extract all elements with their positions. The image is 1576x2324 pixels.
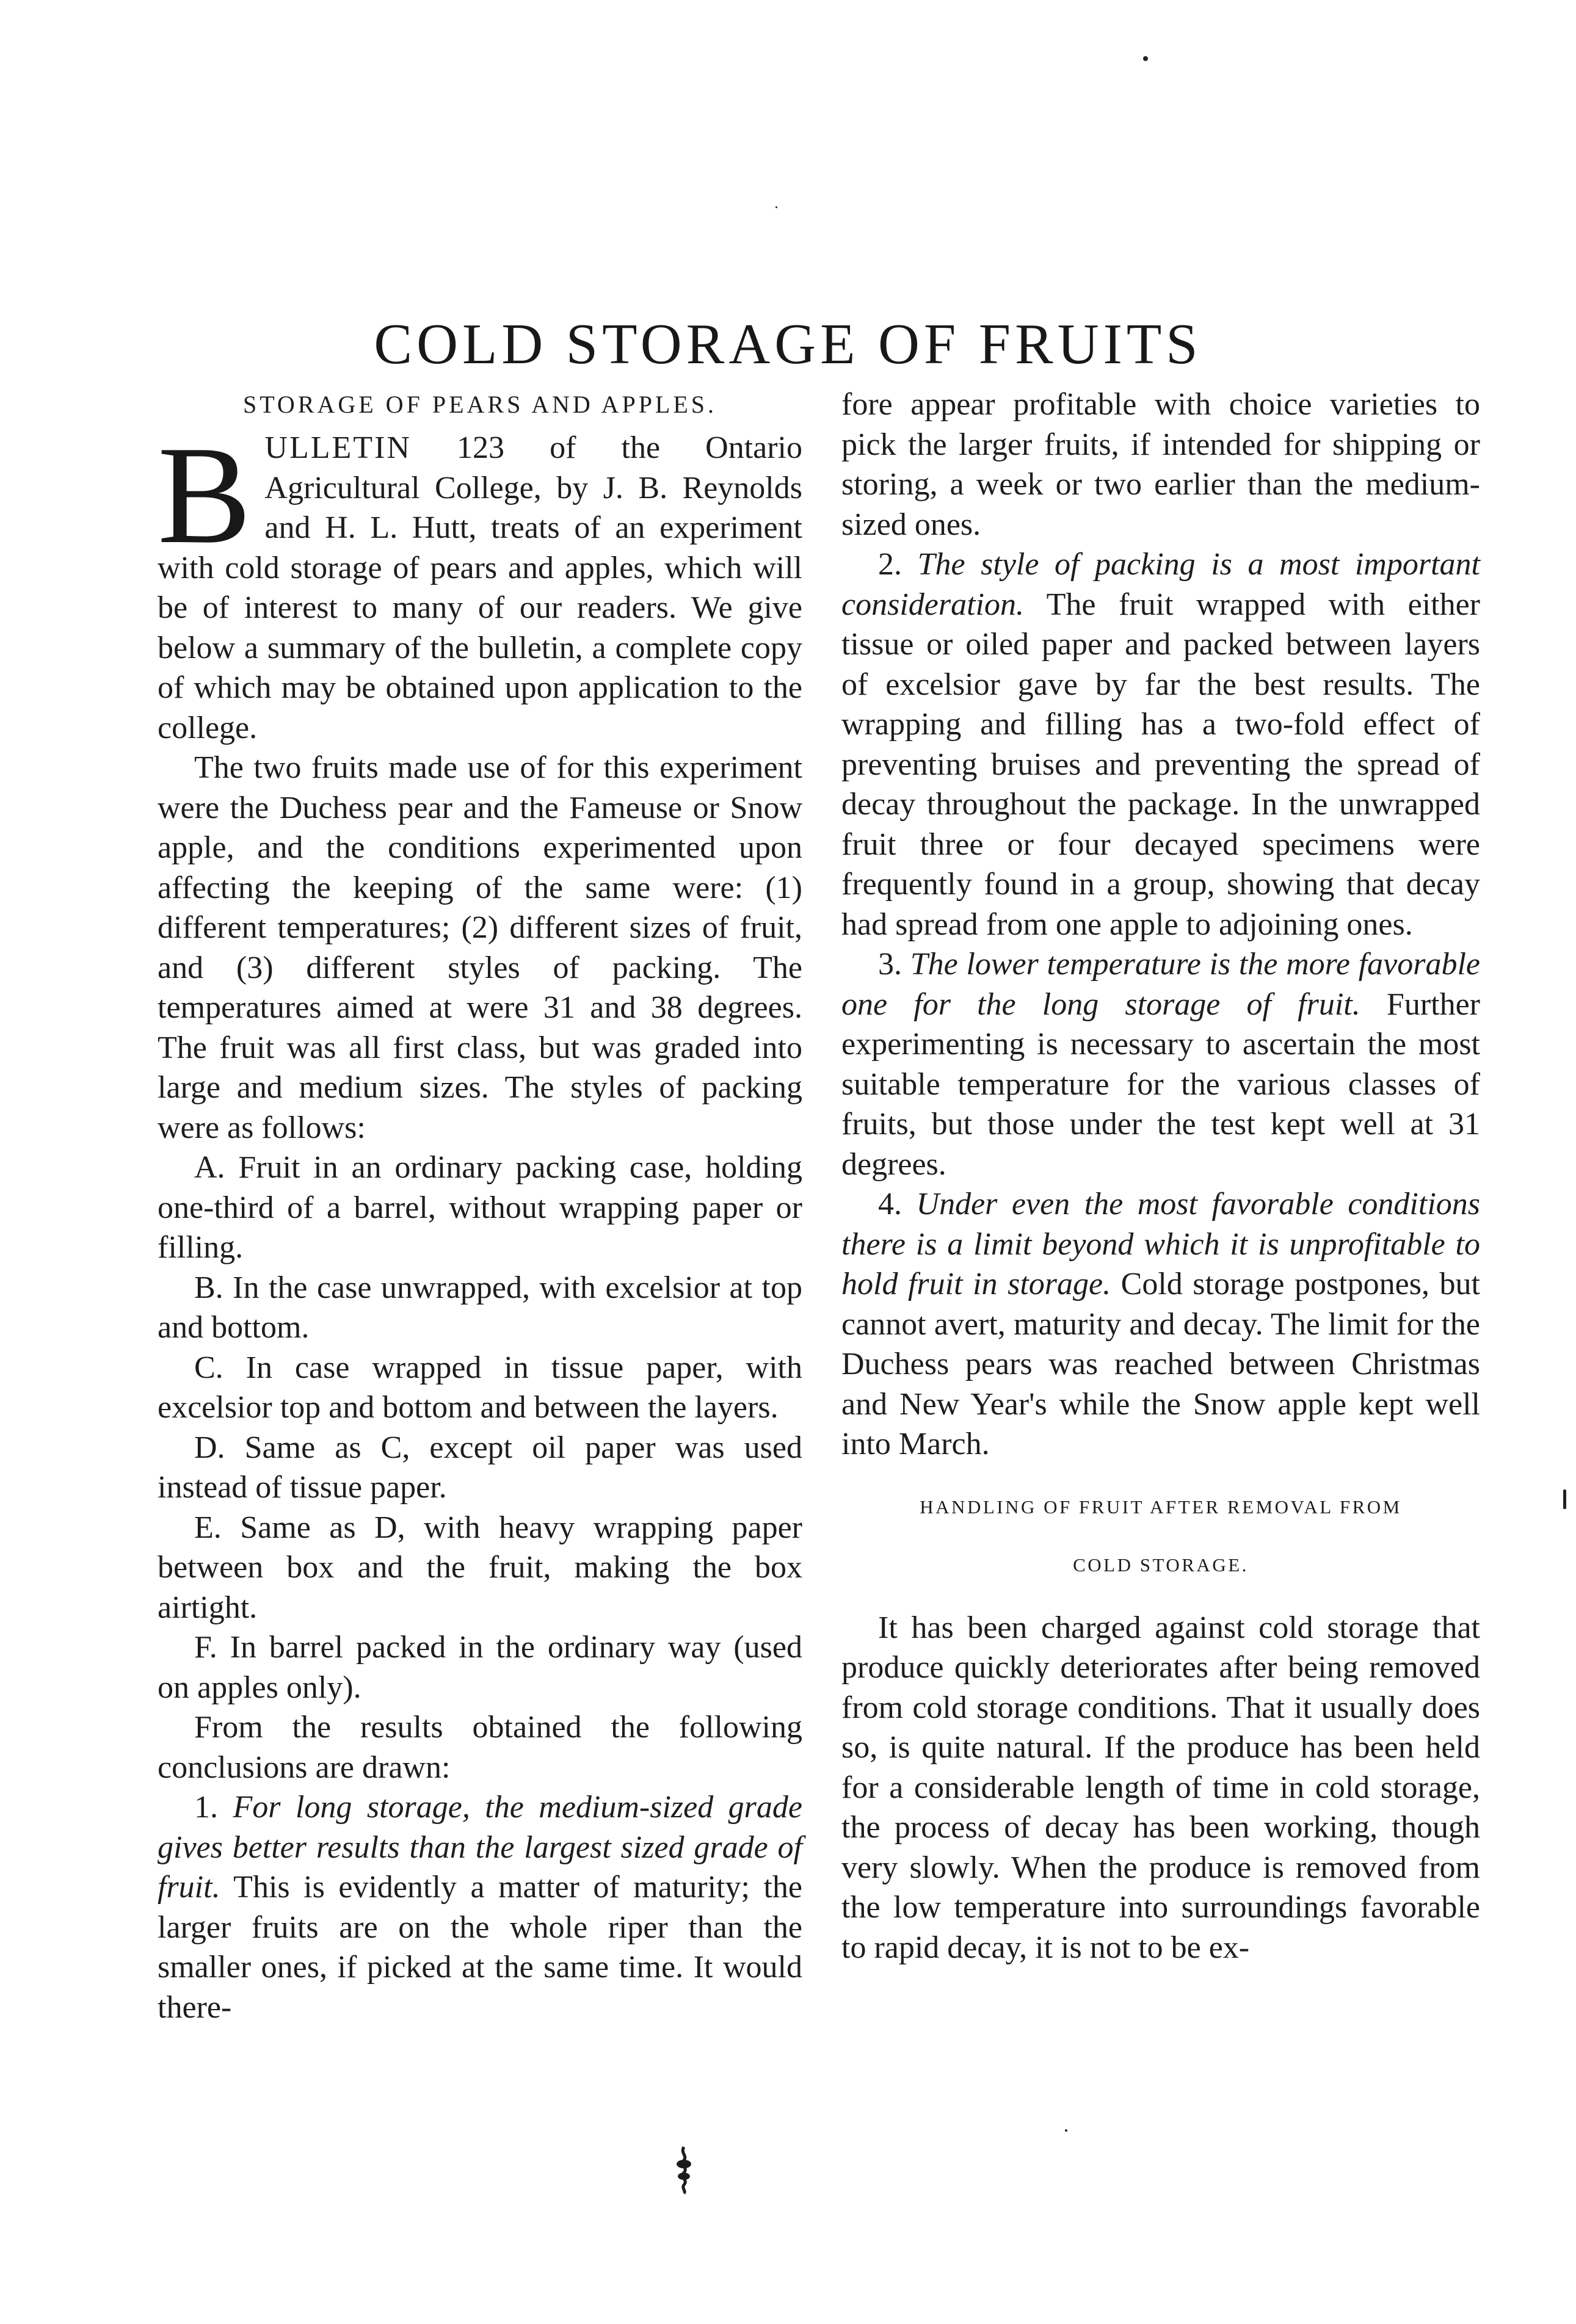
- conclusion-text: The fruit wrapped with either tissue or oiled paper and packed between layers of excelsior gave by far the best results. The wrapping and filling has a two-fold effect of preventing bruises and preventing the spread of decay throughout the package. In the unwrapped fruit three or four decayed specimens were frequently found in a group, showing that decay had spread from one apple to adjoining ones.: [841, 587, 1480, 942]
- drop-cap: B: [158, 417, 252, 573]
- conclusion-number: 2.: [878, 547, 902, 582]
- packing-style-b: B. In the case unwrapped, with excelsior at top and bottom.: [158, 1270, 802, 1345]
- conclusion-2: [841, 545, 1480, 944]
- conclusion-heading: The style of packing is a most important consideration.: [841, 547, 1480, 622]
- conclusion-number: 4.: [878, 1187, 902, 1222]
- packing-style-f: F. In barrel packed in the ordinary way (used on apples only).: [158, 1630, 802, 1705]
- conclusion-text: Further experimenting is necessary to ascertain the most suitable temperature for the various classes of fruits, but those under the test kept well at 31 degrees.: [841, 986, 1480, 1182]
- paragraph: It has been charged against cold storage that produce quickly deteriorates after being removed from cold storage conditions. That it usually does so, is quite natural. If the produce has been held for a considerable length of time in cold storage, the process of decay has been working, though very slowly. When the produce is removed from the low temperature into surroundings favorable to rapid decay, it is not to be ex-: [841, 1610, 1480, 1965]
- conclusion-heading: Under even the most favorable conditions there is a limit beyond which it is unprofitable to hold fruit in storage.: [841, 1187, 1480, 1301]
- packing-style-c: C. In case wrapped in tissue paper, with excelsior top and bottom and between the layers.: [158, 1350, 802, 1425]
- conclusions-intro: From the results obtained the following conclusions are drawn:: [158, 1710, 802, 1785]
- right-column: [841, 385, 1480, 1967]
- conclusion-number: 1.: [194, 1790, 218, 1825]
- conclusion-text: This is evidently a matter of maturity; the larger fruits are on the whole riper than the smaller ones, if picked at the same time. It would there-: [158, 1870, 802, 2025]
- packing-style-d: D. Same as C, except oil paper was used instead of tissue paper.: [158, 1430, 802, 1505]
- intro-first-word: ULLETIN: [264, 430, 412, 465]
- section-heading: STORAGE OF PEARS AND APPLES.: [242, 391, 717, 418]
- ink-speck: [1143, 56, 1148, 61]
- intro-text: 123 of the Ontario Agricultural College, by J. B. Reynolds and H. L. Hutt, treats of an experiment with cold storage of pears and apples, which will be of interest to many of our readers. We give below a summary of the bulletin, a complete copy of which may be obtained upon application to the college.: [158, 430, 802, 745]
- left-column: [158, 385, 802, 2027]
- conclusion-3: [841, 944, 1480, 1184]
- ink-speck: [775, 206, 777, 208]
- packing-style-e: E. Same as D, with heavy wrapping paper between box and the fruit, making the box airtight.: [158, 1510, 802, 1625]
- conclusion-heading: The lower temperature is the more favorable one for the long storage of fruit.: [841, 947, 1481, 1022]
- article-title: COLD STORAGE OF FRUITS: [374, 313, 1202, 376]
- conclusion-1: [158, 1787, 802, 2027]
- section-heading-line-2: COLD STORAGE.: [1073, 1554, 1249, 1576]
- conclusion-text: Cold storage postpones, but cannot avert, maturity and decay. The limit for the Duchess pears was reached between Christmas and New Year's while the Snow apple kept well into March.: [841, 1267, 1480, 1461]
- section-heading-line-1: HANDLING OF FRUIT AFTER REMOVAL FROM: [920, 1496, 1402, 1518]
- ink-speck: [1065, 2129, 1067, 2132]
- conclusion-4: [841, 1184, 1480, 1464]
- conclusion-number: 3.: [878, 947, 902, 982]
- conclusion-heading: For long storage, the medium-sized grade gives better results than the largest sized grade of fruit.: [158, 1790, 803, 1905]
- paragraph: The two fruits made use of for this experiment were the Duchess pear and the Fameuse or Snow apple, and the conditions experimented upon affecting the keeping of the same were: (1) different temperatures; (2) different sizes of fruit, and (3) different styles of packing. The temperatures aimed at were 31 and 38 degrees. The fruit was all first class, but was graded into large and medium sizes. The styles of packing were as follows:: [158, 750, 802, 1145]
- intro-paragraph: [158, 417, 802, 748]
- page-ornament-icon: [672, 2146, 696, 2195]
- packing-style-a: A. Fruit in an ordinary packing case, holding one-third of a barrel, without wrapping paper or filling.: [158, 1150, 802, 1265]
- ink-speck: [1563, 1490, 1566, 1509]
- conclusion-1-continued: fore appear profitable with choice varieties to pick the larger fruits, if intended for shipping or storing, a week or two earlier than the medium-sized ones.: [841, 387, 1480, 542]
